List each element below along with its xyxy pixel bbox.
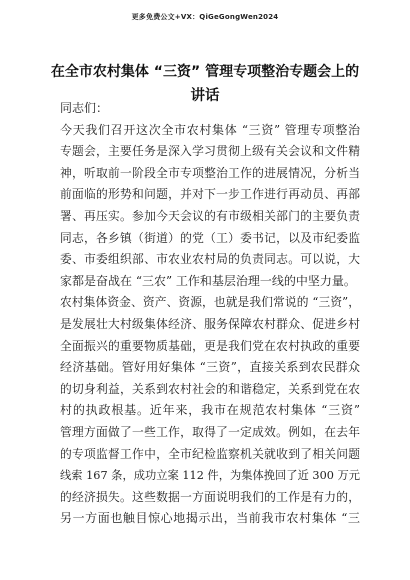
body-line: 前面临的形势和问题，并对下一步工作进行再动员、再部 [60,187,360,202]
body-line: 家都是奋战在 “三农” 工作和基层治理一线的中坚力量。 [60,273,356,288]
body-line: 线索 167 条，成功立案 112 件，为集体挽回了近 300 万元 [60,469,360,483]
body-line: 委、市委组织部、市农业农村局的负责同志。可以说，大 [60,252,360,267]
body-line: 管理方面做了一些工作，取得了一定成效。例如，在去年 [60,424,360,439]
body-line: 全面振兴的重要物质基础，更是我们党在农村执政的重要 [60,338,360,353]
title-line: 讲话 [190,88,220,104]
body-line: 署、再压实。参加今天会议的有市级相关部门的主要负责 [60,208,360,223]
body-line: 村的执政根基。近年来，我市在规范农村集体 “三资” [60,403,360,418]
body-line: 农村集体资金、资产、资源，也就是我们常说的 “三资”， [60,295,360,310]
body-line: 的切身利益，关系到农村社会的和谐稳定，关系到党在农 [60,381,360,396]
body-line: 的经济损失。这些数据一方面说明我们的工作是有力的， [60,489,360,504]
document-body [60,98,360,530]
salutation: 同志们： [60,101,109,115]
title-line: 在全市农村集体 “三资” 管理专项整治专题会上的 [50,64,360,80]
body-line: 专题会，主要任务是深入学习贯彻上级有关会议和文件精 [60,144,360,159]
body-line: 今天我们召开这次全市农村集体 “三资” 管理专项整治 [60,122,360,137]
body-line: 是发展壮大村级集体经济、服务保障农村群众、促进乡村 [60,316,360,331]
header-note: 更多免费公文+VX：QiGeGongWen2024 [131,13,279,21]
body-line: 经济基础。管好用好集体 “三资”，直接关系到农民群众 [60,360,360,375]
body-line: 同志，各乡镇（街道）的党（工）委书记，以及市纪委监 [60,230,360,245]
body-line: 另一方面也触目惊心地揭示出，当前我市农村集体 “三 [60,511,360,526]
body-line: 神，听取前一阶段全市专项整治工作的进展情况，分析当 [60,165,360,180]
body-line: 的专项监督工作中，全市纪检监察机关就收到了相关问题 [60,446,360,461]
